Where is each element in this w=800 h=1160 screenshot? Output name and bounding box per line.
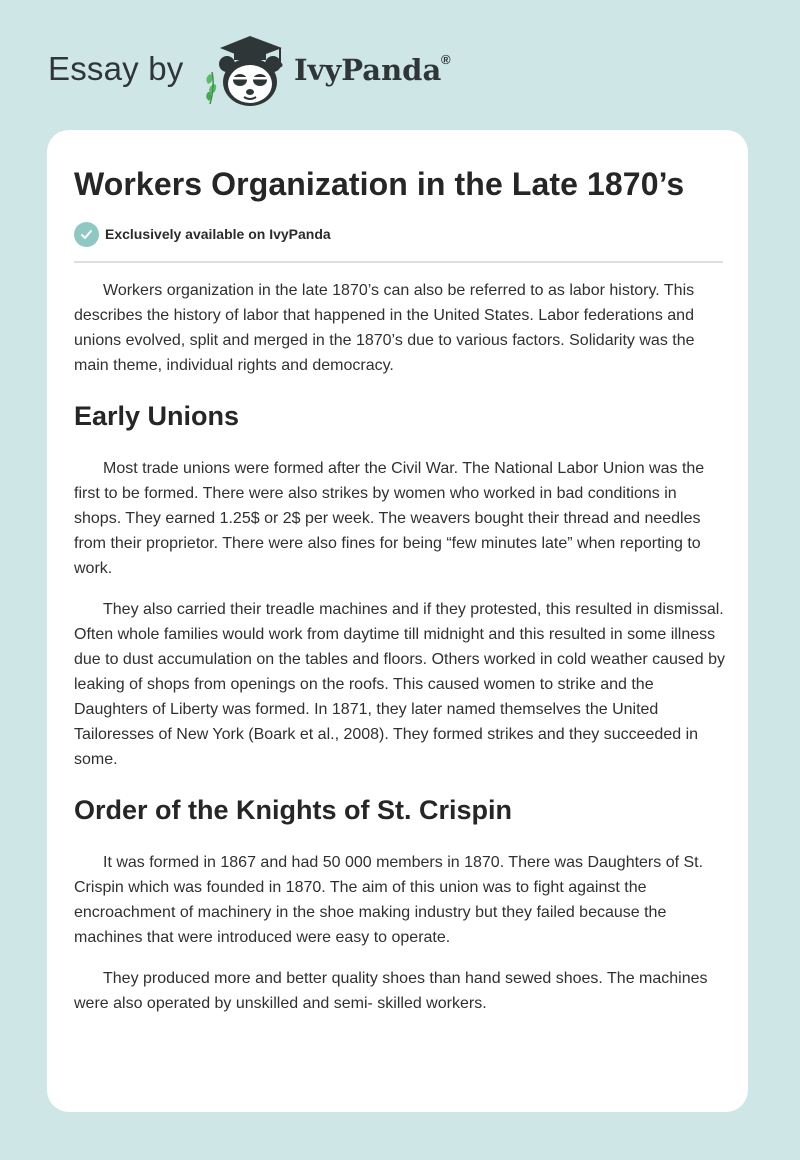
site-header: [0, 0, 800, 130]
body-paragraph: They also carried their treadle machines and if they protested, this resulted in dismissal. Often whole families would work from daytime till midnight and this resulted in some illness due to dust accumulation on the tables and floors. Others worked in cold weather caused by leaking of shops from openings on the roofs. This caused women to strike and the Daughters of Liberty was formed. In 1871, they later named themselves the United Tailoresses of New York (Boark et al., 2008). They formed strikes and they succeeded in some.: [74, 601, 726, 768]
divider: [74, 261, 723, 263]
page-title: Workers Organization in the Late 1870’s: [74, 166, 685, 202]
body-paragraph: Most trade unions were formed after the Civil War. The National Labor Union was the first to be formed. There were also strikes by women who worked in bad conditions in shops. They earned 1.25$ or 2$ per week. The weavers bought their thread and needles from their proprietor. There were also fines for being “few minutes late” when reporting to work.: [74, 460, 705, 577]
essay-body: [74, 278, 727, 1016]
brand-name[interactable]: IvyPanda: [294, 53, 442, 87]
essay-card: [47, 130, 748, 1112]
exclusive-badge: [74, 221, 331, 247]
ivypanda-logo-icon[interactable]: [200, 34, 296, 110]
body-paragraph: They produced more and better quality shoes than hand sewed shoes. The machines were also operated by unskilled and semi- skilled workers.: [74, 970, 708, 1012]
registered-mark: ®: [441, 52, 451, 67]
intro-paragraph: Workers organization in the late 1870’s can also be referred to as labor history. This describes the history of labor that happened in the United States. Labor federations and unions evolved, split and merged in the 1870’s due to various factors. Solidarity was the main theme, individual rights and democracy.: [74, 282, 695, 374]
body-paragraph: It was formed in 1867 and had 50 000 members in 1870. There was Daughters of St. Crispin which was founded in 1870. The aim of this union was to fight against the encroachment of machinery in the shoe making industry but they failed because the machines that were introduced were easy to operate.: [74, 854, 704, 946]
ivy-leaf-icon: [206, 72, 216, 104]
badge-label: Exclusively available on IvyPanda: [105, 226, 331, 242]
essay-by-label: Essay by: [48, 50, 184, 87]
section-heading: Early Unions: [74, 401, 240, 431]
section-heading: Order of the Knights of St. Crispin: [74, 795, 512, 825]
check-icon: [74, 222, 99, 247]
